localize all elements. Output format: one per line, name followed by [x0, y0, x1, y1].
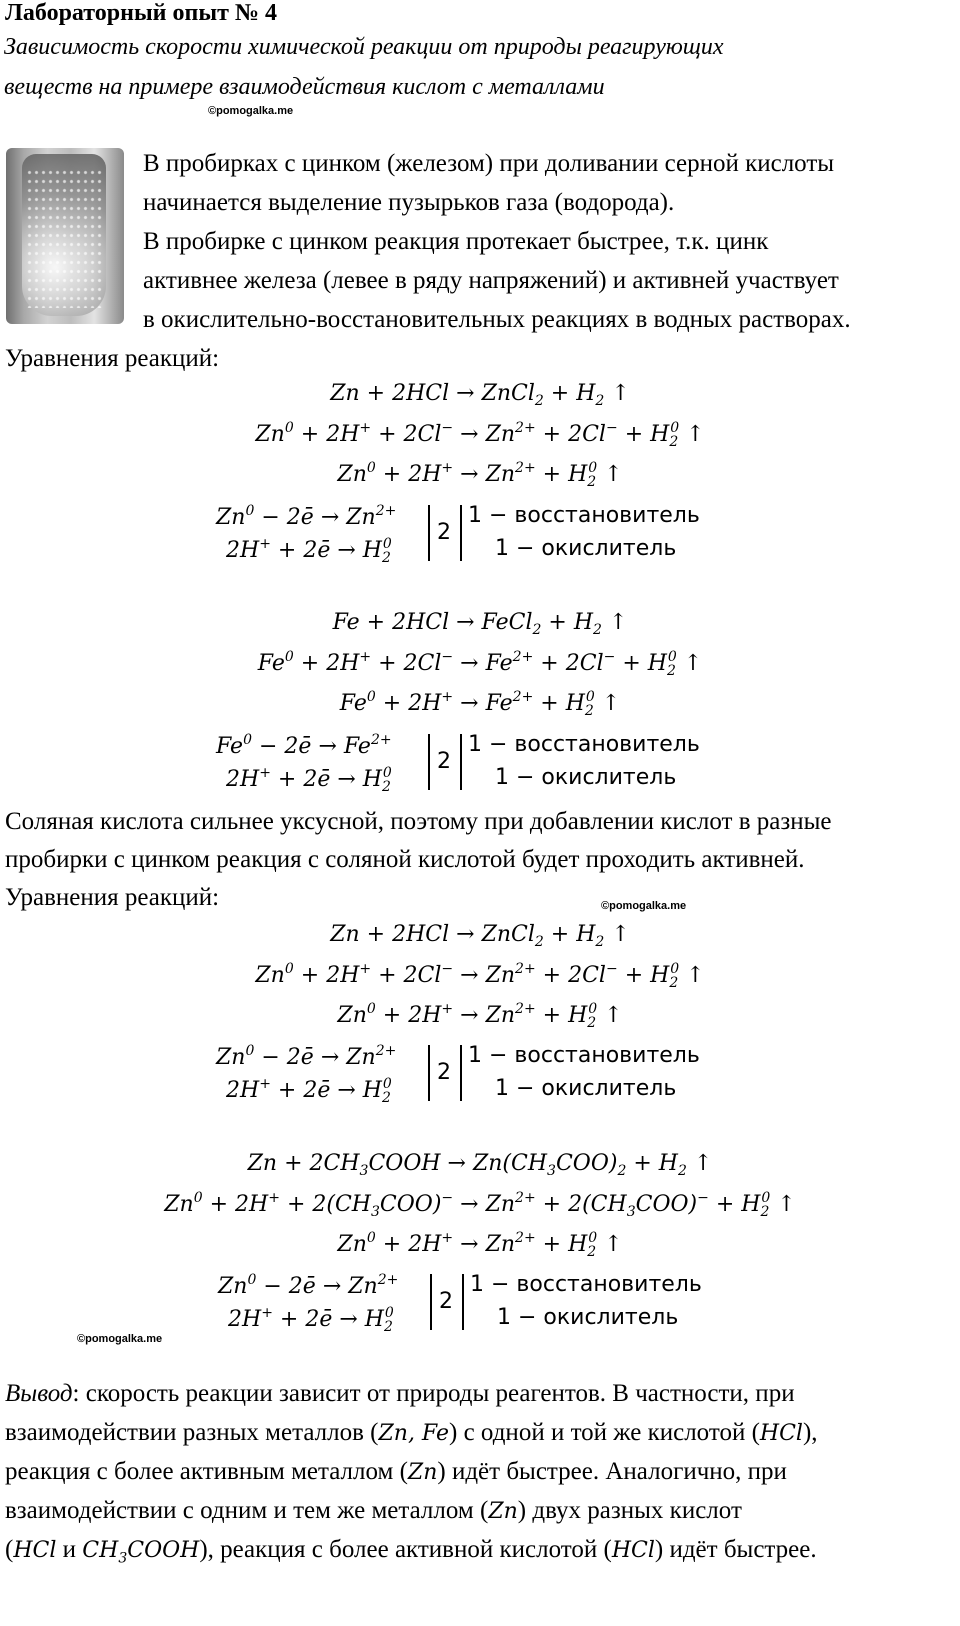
formula-hcl: HCl: [759, 1421, 803, 1446]
role-reducer: 1 − восстановитель: [468, 732, 700, 757]
conclusion-text: ) двух разных кислот: [517, 1497, 742, 1524]
balance-bar: [428, 505, 430, 561]
balance-multiplier: 2: [439, 1289, 453, 1314]
balance-bar: [460, 1045, 462, 1101]
half-reaction-oxidation: $Zn^0$ − 2ē → $Zn^{2+}$: [216, 1043, 397, 1070]
intro-line: начинается выделение пузырьков газа (водорода).: [143, 189, 675, 216]
conclusion-text: ) с одной и той же кислотой (: [449, 1419, 760, 1446]
conclusion-text: реакция с более активным металлом (: [5, 1458, 408, 1485]
conclusion-text: ), реакция с более активной кислотой (: [199, 1536, 612, 1563]
formula-metals: Zn, Fe: [378, 1421, 450, 1446]
conclusion-text: ),: [802, 1419, 818, 1446]
balance-bar: [460, 505, 462, 561]
balance-bar: [460, 734, 462, 790]
formula-hcl: HCl: [611, 1538, 655, 1563]
conclusion-line: [5, 1497, 742, 1525]
balance-bar: [462, 1274, 464, 1330]
role-reducer: 1 − восстановитель: [468, 1043, 700, 1068]
intro-line: В пробирке с цинком реакция протекает быстрее, т.к. цинк: [143, 228, 769, 255]
equation-ionic-full: $Zn^0 + 2H^+ + 2Cl^- \to Zn^{2+} + 2Cl^- + H_2^0$ ↑: [255, 961, 705, 991]
equation-molecular: Zn + 2HCl → ZnCl$_2$ + $H_2$ ↑: [330, 922, 630, 950]
intro-line: активнее железа (левее в ряду напряжений) и активней участвует: [143, 267, 839, 294]
balance-multiplier: 2: [437, 1060, 451, 1085]
equation-ionic-full: $Zn^0 + 2H^+ + 2Cl^- \to Zn^{2+} + 2Cl^- + H_2^0$ ↑: [255, 420, 705, 450]
middle-line: пробирки с цинком реакция с соляной кислотой будет проходить активней.: [5, 846, 805, 873]
conclusion-label: Вывод: [5, 1380, 73, 1407]
balance-multiplier: 2: [437, 749, 451, 774]
conclusion-text: взаимодействии разных металлов (: [5, 1419, 379, 1446]
equation-molecular: Zn + 2HCl → ZnCl$_2$ + $H_2$ ↑: [330, 381, 630, 409]
intro-line: В пробирках с цинком (железом) при доливании серной кислоты: [143, 150, 835, 177]
formula-acetic-acid: $CH_3COOH$: [82, 1538, 200, 1567]
half-reaction-oxidation: $Fe^0$ − 2ē → $Fe^{2+}$: [216, 732, 392, 759]
conclusion-line: [5, 1380, 795, 1408]
balance-bar: [428, 1045, 430, 1101]
half-reaction-oxidation: $Zn^0$ − 2ē → $Zn^{2+}$: [216, 503, 397, 530]
subtitle-line-1: Зависимость скорости химической реакции от природы реагирующих: [4, 34, 724, 60]
half-reaction-reduction: 2H+ + 2ē → $H_2^0$: [226, 1076, 392, 1106]
equation-molecular: Fe + 2HCl → FeCl$_2$ + $H_2$ ↑: [332, 610, 628, 638]
conclusion-line: [5, 1419, 818, 1447]
balance-multiplier: 2: [437, 520, 451, 545]
equations-label: Уравнения реакций:: [5, 345, 220, 372]
conclusion-line: (HCl и $CH_3COOH$), реакция с более активной кислотой (HCl) идёт быстрее.: [5, 1536, 817, 1567]
equation-molecular: $Zn + 2CH_3COOH \to Zn(CH_3COO)_2 + H_2$ ↑: [247, 1151, 713, 1179]
formula-zn: Zn: [407, 1460, 438, 1485]
equation-ionic-short: $Fe^0 + 2H^+ \to Fe^{2+} + H_2^0$ ↑: [339, 689, 621, 719]
middle-line: Соляная кислота сильнее уксусной, поэтому при добавлении кислот в разные: [5, 808, 832, 835]
role-oxidizer: 1 − окислитель: [495, 536, 677, 561]
role-oxidizer: 1 − окислитель: [495, 765, 677, 790]
equation-ionic-full: $Zn^0 + 2H^+ + 2(CH_3COO)^- \to Zn^{2+} + 2(CH_3COO)^- + H_2^0$ ↑: [164, 1190, 796, 1220]
equations-label: Уравнения реакций:: [5, 884, 220, 911]
watermark: ©pomogalka.me: [601, 900, 687, 912]
equation-ionic-full: $Fe^0 + 2H^+ + 2Cl^- \to Fe^{2+} + 2Cl^- + H_2^0$ ↑: [257, 649, 703, 679]
half-reaction-reduction: 2H+ + 2ē → $H_2^0$: [226, 536, 392, 566]
half-reaction-oxidation: $Zn^0$ − 2ē → $Zn^{2+}$: [218, 1272, 399, 1299]
role-oxidizer: 1 − окислитель: [497, 1305, 679, 1330]
conclusion-text: взаимодействии с одним и тем же металлом (: [5, 1497, 489, 1524]
equation-ionic-short: $Zn^0 + 2H^+ \to Zn^{2+} + H_2^0$ ↑: [337, 460, 623, 490]
equation-ionic-short: $Zn^0 + 2H^+ \to Zn^{2+} + H_2^0$ ↑: [337, 1230, 623, 1260]
half-reaction-reduction: 2H+ + 2ē → $H_2^0$: [228, 1305, 394, 1335]
conclusion-text: и: [56, 1536, 83, 1563]
subtitle-line-2: веществ на примере взаимодействия кислот с металлами: [4, 74, 605, 100]
watermark: ©pomogalka.me: [208, 105, 294, 117]
equation-ionic-short: $Zn^0 + 2H^+ \to Zn^{2+} + H_2^0$ ↑: [337, 1001, 623, 1031]
role-oxidizer: 1 − окислитель: [495, 1076, 677, 1101]
formula-hcl: HCl: [13, 1538, 57, 1563]
balance-bar: [428, 734, 430, 790]
role-reducer: 1 − восстановитель: [470, 1272, 702, 1297]
intro-line: в окислительно-восстановительных реакциях в водных растворах.: [143, 306, 851, 333]
page-title: Лабораторный опыт № 4: [5, 0, 277, 26]
formula-zn: Zn: [488, 1499, 518, 1524]
balance-bar: [430, 1274, 432, 1330]
watermark: ©pomogalka.me: [77, 1333, 163, 1345]
conclusion-text: ) идёт быстрее. Аналогично, при: [437, 1458, 787, 1485]
conclusion-line: [5, 1458, 787, 1486]
gas-bubbles: [26, 168, 102, 308]
conclusion-text: ) идёт быстрее.: [654, 1536, 817, 1563]
conclusion-text: : скорость реакции зависит от природы реагентов. В частности, при: [72, 1380, 795, 1407]
role-reducer: 1 − восстановитель: [468, 503, 700, 528]
half-reaction-reduction: 2H+ + 2ē → $H_2^0$: [226, 765, 392, 795]
test-tube-photo: [6, 148, 124, 324]
